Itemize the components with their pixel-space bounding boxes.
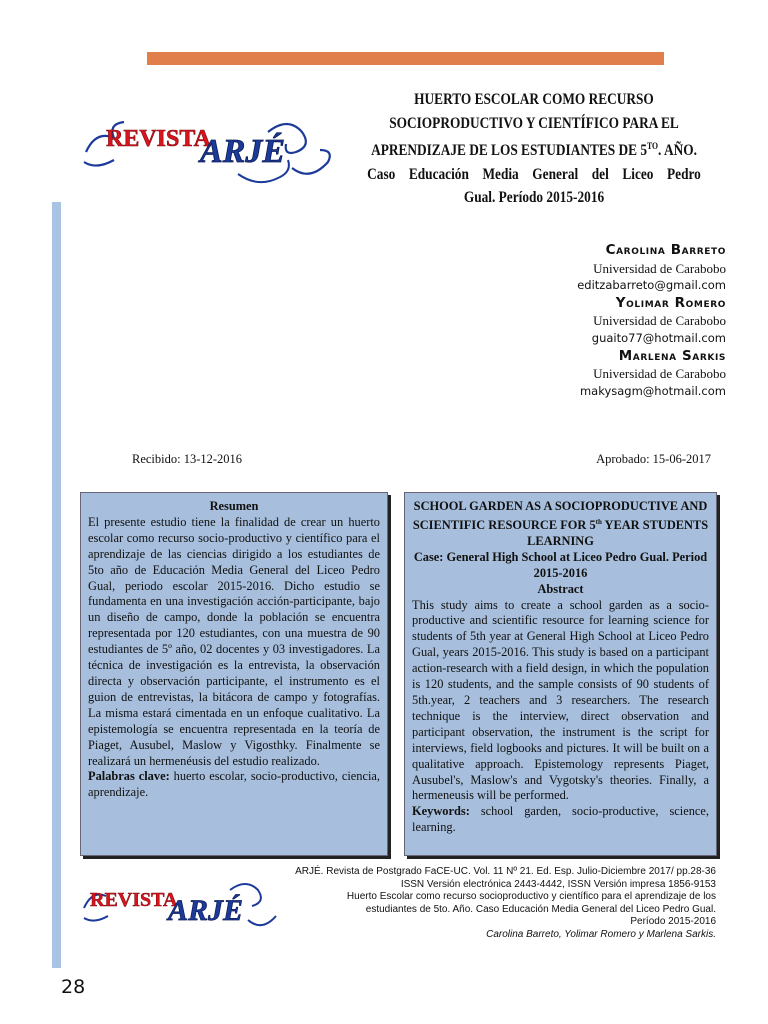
page-number: 28 xyxy=(61,976,86,998)
author-block xyxy=(577,242,726,295)
title-line-1: HUERTO ESCOLAR COMO RECURSO xyxy=(414,91,654,108)
footer-line-2: ISSN Versión electrónica 2443-4442, ISSN Versión impresa 1856-9153 xyxy=(400,878,716,890)
author-affiliation: Universidad de Carabobo xyxy=(593,313,726,329)
title-line-4: Caso Educación Media General del Liceo Pedro xyxy=(367,165,701,183)
author-affiliation: Universidad de Carabobo xyxy=(593,366,726,382)
article-title xyxy=(367,88,701,210)
logo-word-2: ARJÉ xyxy=(200,133,286,170)
abstract-heading: Abstract xyxy=(537,581,584,596)
author-list xyxy=(577,242,726,400)
author-name: Carolina Barreto xyxy=(605,242,726,258)
abstract-keywords-label: Keywords: xyxy=(412,804,470,819)
abstract-title-line-2: YEAR STUDENTS LEARNING xyxy=(527,518,709,548)
footer-line-1: ARJÉ. Revista de Postgrado FaCE-UC. Vol. 11 Nº 21. Ed. Esp. Julio-Diciembre 2017/ pp.28-36 xyxy=(295,866,716,877)
abstract-keywords-text: school garden, socio-productive, science, learning. xyxy=(412,804,709,835)
title-line-2: SOCIOPRODUCTIVO Y CIENTÍFICO PARA EL xyxy=(389,114,679,132)
footer-citation xyxy=(286,866,716,941)
approved-date: Aprobado: 15-06-2017 xyxy=(596,452,711,466)
author-block xyxy=(577,348,726,401)
author-name: Marlena Sarkis xyxy=(618,347,726,364)
journal-logo xyxy=(78,112,340,192)
abstract-keywords xyxy=(412,804,709,836)
title-line-3 xyxy=(367,135,701,163)
footer-authors-line: Carolina Barreto, Yolimar Romero y Marlena Sarkis. xyxy=(486,928,716,940)
author-email: editzabarreto@gmail.com xyxy=(577,278,726,293)
abstract-title xyxy=(412,499,709,550)
resumen-body: El presente estudio tiene la finalidad de crear un huerto escolar como recurso socio-productivo y científico para el aprendizaje de las ciencias dirigido a los estudiantes de 5to año de Educación Media General del Liceo Pedro Gual, periodo escolar 2015-2016. Dicho estudio se fundamenta en una investigación acción-participante, bajo un diseño de campo, donde la población se encuentra representada por 120 estudiantes, con una muestra de 90 estudiantes de 5º año, 02 docentes y 03 investigadores. La técnica de investigación es la entrevista, la observación directa y observación participante, el instrumento es el guion de entrevistas, la bitácora de campo y fotografías. La misma estará cimentada en un enfoque cualitativo. La epistemología se encuentra representada en la teoría de Piaget, Ausubel, Maslow y Vigosthky. Finalmente se realizará un hermenéusis del estudio realizado. xyxy=(88,514,380,768)
footer-line-4: estudiantes de 5to. Año. Caso Educación Media General del Liceo Pedro Gual. xyxy=(365,903,716,915)
top-accent-bar xyxy=(147,52,664,65)
title-superscript: TO xyxy=(646,141,659,151)
abstract-box xyxy=(404,492,717,856)
abstract-title-superscript: th xyxy=(595,517,602,526)
resumen-keywords xyxy=(88,769,380,801)
resumen-keywords-text: huerto escolar, socio-productivo, ciencia, aprendizaje. xyxy=(88,769,380,800)
title-line-3-text: APRENDIZAJE DE LOS ESTUDIANTES DE 5 xyxy=(371,142,647,160)
author-email: makysagm@hotmail.com xyxy=(579,383,726,398)
author-block xyxy=(577,295,726,348)
received-date: Recibido: 13-12-2016 xyxy=(132,452,243,466)
logo-ornament-icon xyxy=(78,112,340,192)
author-email: guaito77@hotmail.com xyxy=(591,330,726,345)
title-line-3-end: . AÑO. xyxy=(658,142,697,160)
resumen-heading: Resumen xyxy=(209,499,259,513)
title-line-5: Gual. Período 2015-2016 xyxy=(463,189,605,207)
abstract-title-line-1: SCHOOL GARDEN AS A SOCIOPRODUCTIVE AND SCIENTIFIC RESOURCE FOR 5 xyxy=(412,499,708,533)
left-accent-bar xyxy=(52,202,61,968)
footer-logo-word-2: ARJÉ xyxy=(168,894,244,927)
author-name: Yolimar Romero xyxy=(615,294,726,311)
abstract-body: This study aims to create a school garden as a socio-productive and scientific resource for learning science for students of 5th year at General High School at Liceo Pedro Gual, years 2015-2016. This study is based on a participant action-research with a field design, in which the population is 120 students, and the sample consists of 90 students of 5th.year, 2 teachers and 3 researchers. The research technique is the interview, direct observation and participant observation, the instrument is the script for interviews, field logbooks and pictures. It will be built on a qualitative approach. Epistemology represents Piaget, Ausubel's, Maslow's and Vygotsky's theories. Finally, a hermeneusis will be performed. xyxy=(412,597,709,803)
resumen-box xyxy=(80,492,388,856)
footer-logo-ornament-icon xyxy=(80,876,285,940)
abstract-case-line: Case: General High School at Liceo Pedro Gual. Period 2015-2016 xyxy=(413,549,708,580)
logo-word-1: REVISTA xyxy=(106,126,211,152)
footer-line-3: Huerto Escolar como recurso socioproductivo y científico para el aprendizaje de los xyxy=(346,891,716,902)
resumen-keywords-label: Palabras clave: xyxy=(88,769,170,784)
author-affiliation: Universidad de Carabobo xyxy=(593,260,726,276)
footer-line-5: Período 2015-2016 xyxy=(630,916,716,927)
footer-logo-word-1: REVISTA xyxy=(90,889,178,911)
footer-logo xyxy=(80,876,285,945)
